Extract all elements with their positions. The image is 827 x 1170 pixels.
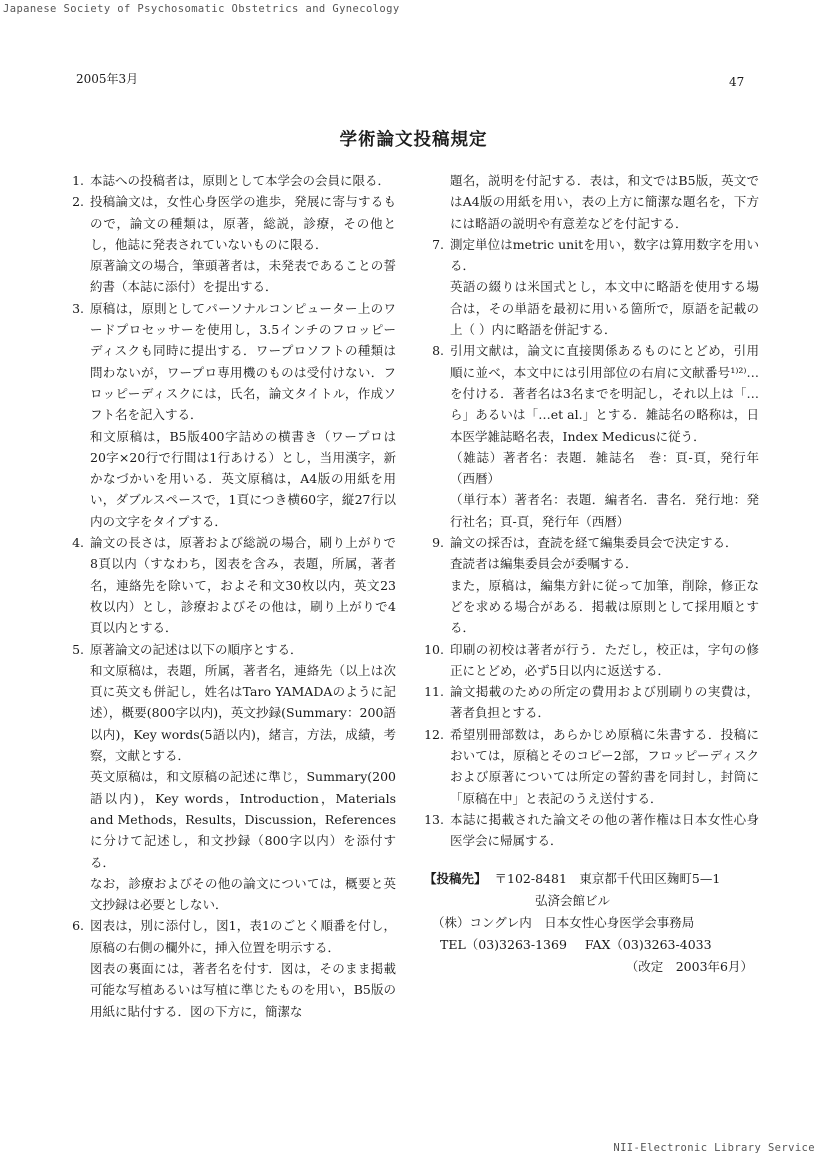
rule-paragraph: 英語の綴りは米国式とし，本文中に略語を使用する場合は，その単語を最初に用いる箇所で，原語を記載の上（ ）内に略語を併記する． [450,279,759,338]
page-title: 学術論文投稿規定 [339,130,488,150]
submission-fax: FAX（03)3263-4033 [584,936,712,952]
rule-paragraph: 引用文献は，論文に直接関係あるものにとどめ，引用順に並べ，本文中には引用部位の右肩に文献番号¹⁾²⁾…を付ける．著者名は3名までを明記し，それ以上は「…ら」あるいは「…et al.」とする．雑誌名の略称は，日本医学雑誌略名表，Index Medicusに従う． [450,343,759,444]
page-number: 47 [729,75,745,89]
rule-paragraph: なお，診療およびその他の論文については，概要と英文抄録は必要としない． [90,875,396,913]
rule-paragraph: 原稿は，原則としてパーソナルコンピューター上のワードプロセッサーを使用し，3.5インチのフロッピーディスクも同時に提出する．ワープロソフトの種類は問わないが，ワープロ専用機のものは受付けない．フロッピーディスクには，氏名，論文タイトル，作成ソフト名を記入する． [90,300,396,423]
rule-paragraph: 図表の裏面には，著者名を付す．図は，そのまま掲載可能な写植あるいは写植に準じたものを用い，B5版の用紙に貼付する．図の下方に，簡潔な [90,960,396,1019]
rule-paragraph: また，原稿は，編集方針に従って加筆，削除，修正などを求める場合がある．掲載は原則として採用順とする． [450,577,759,636]
rule-item [64,298,396,532]
rule-number: 11. [424,684,444,700]
rule-number: 5. [72,641,84,657]
rule-paragraph: 英文原稿は，和文原稿の記述に準じ，Summary(200語以内)，Key words，Introduction，Materials and Methods，Results，Discussion，Referencesに分けて記述し，和文抄録（800字以内）を添付する． [90,769,396,870]
rule-paragraph: 本誌に掲載された論文その他の著作権は日本女性心身医学会に帰属する． [450,811,759,849]
submission-tel: TEL（03)3263-1369 [440,936,567,952]
submission-label: 【投稿先】 [424,870,487,886]
rule-number: 2. [72,194,84,210]
rule-number: 7. [432,236,444,252]
rule-paragraph: 希望別冊部数は，あらかじめ原稿に朱書する．投稿においては，原稿とそのコピー2部，フロッピーディスクおよび原著については所定の誓約書を同封し，封筒に「原稿在中」と表記のうえ送付する． [450,726,759,806]
rule-paragraph: 本誌への投稿者は，原則として本学会の会員に限る． [90,173,391,188]
rule-number: 1. [72,173,84,188]
rule-item [64,532,396,638]
rule-paragraph: 論文の長さは，原著および総説の場合，刷り上がりで8頁以内（すなわち，図表を含み，表題，所属，著者名，連絡先を除いて，およそ和文30枚以内，英文23枚以内）とし，診療およびその他は，刷り上がりで4頁以内とする． [90,535,396,636]
submission-address2: 弘済会館ビル [535,892,611,908]
rule-number: 8. [432,343,444,359]
left-column [64,170,396,1022]
rule-paragraph: 論文掲載のための所定の費用および別刷りの実費は，著者負担とする． [450,684,759,721]
rule-paragraph: 図表は，別に添付し，図1，表1のごとく順番を付し，原稿の右側の欄外に，挿入位置を明示する． [90,918,396,955]
rule-number: 4. [72,535,84,551]
submission-office: （株）コングレ内 日本女性心身医学会事務局 [432,914,695,930]
watermark-top: Japanese Society of Psychosomatic Obstetrics and Gynecology [3,3,400,15]
rule-number: 10. [424,641,444,657]
rule-paragraph: （雑誌）著者名：表題．雑誌名 巻：頁-頁，発行年（西暦） [450,449,759,487]
rule-paragraph: 印刷の初校は著者が行う．ただし，校正は，字句の修正にとどめ，必ず5日以内に返送する． [450,641,759,678]
rule-paragraph: 和文原稿は，表題，所属，著者名，連絡先（以上は次頁に英文も併記し，姓名はTaro YAMADAのように記述），概要(800字以内)，英文抄録(Summary：200語以内)，Key words(5語以内)，緒言，方法，成績，考察，文献とする． [90,662,396,764]
rule-paragraph: （単行本）著者名：表題．編者名．書名．発行地：発行社名；頁-頁，発行年（西暦） [450,492,759,529]
issue-date: 2005年3月 [76,72,139,86]
watermark-bottom: NII-Electronic Library Service [613,1142,815,1154]
rule-item [64,639,396,916]
rule-paragraph: 論文の採否は，査読を経て編集委員会で決定する． [450,535,738,551]
rule-item [64,191,396,297]
continued-text: 題名，説明を付記する．表は，和文ではB5版，英文ではA4版の用紙を用い，表の上方に簡潔な題名を，下方には略語の説明や有意差などを付記する． [450,173,759,231]
rule-paragraph: 投稿論文は，女性心身医学の進歩，発展に寄与するもので，論文の種類は，原著，総説，診療，その他とし，他誌に発表されていないものに限る． [90,194,396,252]
revision-note: （改定 2003年6月） [625,958,753,974]
submission-address1: 〒102-8481 東京都千代田区麹町5—1 [494,870,721,886]
submission-info [424,868,759,978]
submission-address-line [424,868,759,890]
rule-paragraph: 査読者は編集委員会が委嘱する． [450,556,638,572]
rule-number: 9. [432,535,444,551]
rule-item [424,340,759,532]
rule-item [424,234,759,340]
rule-paragraph: 原著論文の場合，筆頭著者は，未発表であることの誓約書（本誌に添付）を提出する． [90,258,396,295]
rule-item [424,809,759,852]
rule-paragraph: 原著論文の記述は以下の順序とする． [90,641,303,657]
rule-item [424,724,759,809]
continued-paragraph [424,170,759,234]
rule-item [424,532,759,638]
rule-item [64,170,396,191]
rule-paragraph: 和文原稿は，B5版400字詰めの横書き（ワープロは20字×20行で行間は1行あける）とし，当用漢字，新かなづかいを用いる．英文原稿は，A4版の用紙を用い，ダブルスペースで，1頁につき横60字，縦27行以内の文字をタイプする． [90,428,396,529]
rule-number: 13. [424,811,444,827]
right-items [424,234,759,852]
rule-number: 12. [424,726,444,742]
rule-number: 3. [72,300,84,316]
rule-item [424,639,759,682]
right-column [424,170,759,978]
rule-item [64,915,396,1021]
rule-item [424,681,759,724]
submission-contact [424,934,759,956]
rule-paragraph: 測定単位はmetric unitを用い，数字は算用数字を用いる． [450,236,759,274]
rule-number: 6. [72,918,84,934]
